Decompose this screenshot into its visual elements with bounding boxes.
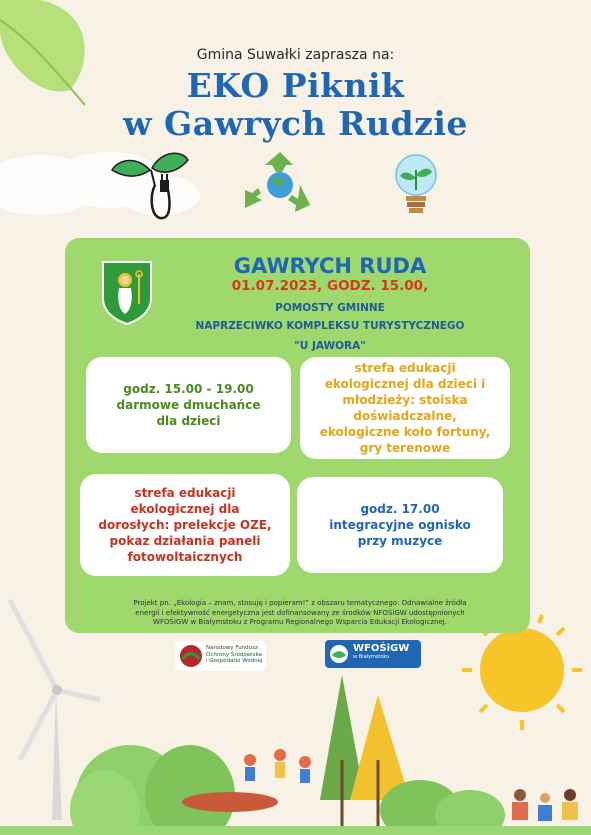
card-line: gry terenowe [359,441,451,455]
page-title: EKO Piknik [186,66,405,105]
picnic-family-illustration [512,789,578,821]
event-place: GAWRYCH RUDA [233,254,427,278]
card-line: strefa edukacji [134,486,236,500]
footer-line: Projekt pn. „Ekologia – znam, stosuję i popieram!” z obszaru tematycznego: Odnawialne źródła [133,599,467,607]
nfos-line: Ochrony Środowiska [206,651,263,658]
nfos-line: i Gospodarki Wodnej [206,658,263,664]
nfosigw-emblem-icon [179,644,203,668]
card-line: ekologiczne koło fortuny, [319,425,491,439]
info-card-adult-education [80,474,290,576]
wfosigw-logo [325,640,421,668]
event-location-line2: NAPRZECIWKO KOMPLEKSU TURYSTYCZNEGO [195,320,465,332]
card-line: strefa edukacji [354,361,456,375]
card-line: darmowe dmuchańce [116,398,261,412]
card-line: dla dzieci [156,414,221,428]
wfosigw-emblem-icon [329,644,349,664]
card-line: godz. 15.00 - 19.00 [123,382,254,396]
page-subtitle: w Gawrych Rudzie [123,104,468,143]
footer-line: WFOŚiGW w Białymstoku z Programu Regionalnego Wsparcia Edukacji Ekologicznej. [153,618,447,626]
card-line: integracyjne ognisko [329,518,471,532]
event-location-line3: "U JAWORA" [294,340,366,352]
info-card-bonfire [297,477,503,573]
card-line: godz. 17.00 [360,502,440,516]
card-line: doświadczalne, [353,409,457,423]
wfos-title: WFOŚiGW [353,643,410,654]
card-line: ekologicznej dla [130,502,240,516]
event-location-line1: POMOSTY GMINNE [275,302,385,314]
card-line: przy muzyce [357,534,443,548]
card-line: fotowoltaicznych [127,550,243,564]
card-line: młodzieży: stoiska [342,393,468,407]
footer-line: energii i efektywność energetyczna jest dofinansowany ze środków NFOŚiGW udostępnionych [135,608,465,617]
nfosigw-logo [175,641,266,671]
eco-bulb-icon [396,155,436,213]
gmina-coat-of-arms-icon [101,260,153,326]
nfos-line: Narodowy Fundusz [206,645,258,651]
info-card-kids-education [300,357,510,459]
project-footer [100,599,500,628]
info-card-inflatables [86,357,291,453]
card-line: dorosłych: prelekcje OZE, [98,518,272,532]
event-date-time: 01.07.2023, GODZ. 15.00, [231,278,429,294]
intro-text: Gmina Suwałki zaprasza na: [196,47,395,63]
card-line: ekologicznej dla dzieci i [324,377,486,391]
card-line: pokaz działania paneli [109,534,261,548]
recycle-globe-icon [245,152,310,212]
wfos-subtitle: w Białymstoku [353,654,390,660]
